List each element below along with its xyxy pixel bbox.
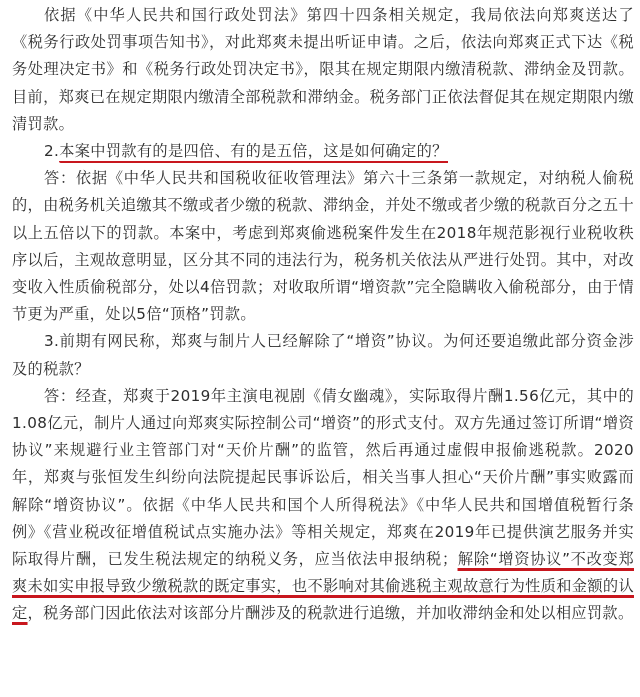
answer-3-text: 答：经查，郑爽于2019年主演电视剧《倩女幽魂》，实际取得片酬1.56亿元，其中的1.08亿元，制片人通过向郑爽实际控制公司“增资”的形式支付。双方先通过签订所谓“增资协议”来规避行业主管部门对“天价片酬”的监管，然后再通过虚假申报偷逃税款。2020年，郑爽与张恒发生纠纷向法院提起民事诉讼后，相关当事人担心“天价片酬”事实败露而解除“增资协议”。依据《中华人民共和国个人所得税法》《中华人民共和国增值税暂行条例》《营业税改征增值税试点实施办法》等相关规定，郑爽在2019年已提供演艺服务并实际取得片酬，已发生税法规定的纳税义务，应当依法申报纳税；: [12, 386, 634, 569]
answer-3-tail: ，税务部门因此依法对该部分片酬涉及的税款进行追缴，并加收滞纳金和处以相应罚款。: [27, 604, 634, 623]
question-2-number: 2.: [44, 142, 60, 161]
answer-3: [0, 383, 640, 628]
paragraph-penalty-process: 依据《中华人民共和国行政处罚法》第四十四条相关规定，我局依法向郑爽送达了《税务行政处罚事项告知书》，对此郑爽未提出听证申请。之后，依法向郑爽正式下达《税务处理决定书》和《税务行政处罚决定书》，限其在规定期限内缴清税款、滞纳金及罚款。目前，郑爽已在规定期限内缴清全部税款和滞纳金。税务部门正依法督促其在规定期限内缴清罚款。: [12, 6, 634, 133]
question-2-highlighted-text: 本案中罚款有的是四倍、有的是五倍，这是如何确定的？: [59, 142, 447, 163]
answer-3-highlighted-text: 解除“增资协议”不改变郑爽未如实申报导致少缴税款的既定事实，也不影响对其偷逃税主观故意行为性质和金额的认定: [12, 550, 634, 623]
answer-2: 答：依据《中华人民共和国税收征收管理法》第六十三条第一款规定，对纳税人偷税的，由税务机关追缴其不缴或者少缴的税款、滞纳金，并处不缴或者少缴的税款百分之五十以上五倍以下的罚款。本案中，考虑到郑爽偷逃税案件发生在2018年规范影视行业税收秩序以后，主观故意明显，区分其不同的违法行为，税务机关依法从严进行处罚。其中，对改变收入性质偷税部分，处以4倍罚款；对收取所谓“增资款”完全隐瞒收入偷税部分，由于情节更为严重，处以5倍“顶格”罚款。: [12, 169, 634, 324]
question-2: [0, 138, 640, 165]
question-3: 3.前期有网民称，郑爽与制片人已经解除了“增资”协议。为何还要追缴此部分资金涉及的税款？: [12, 332, 634, 378]
